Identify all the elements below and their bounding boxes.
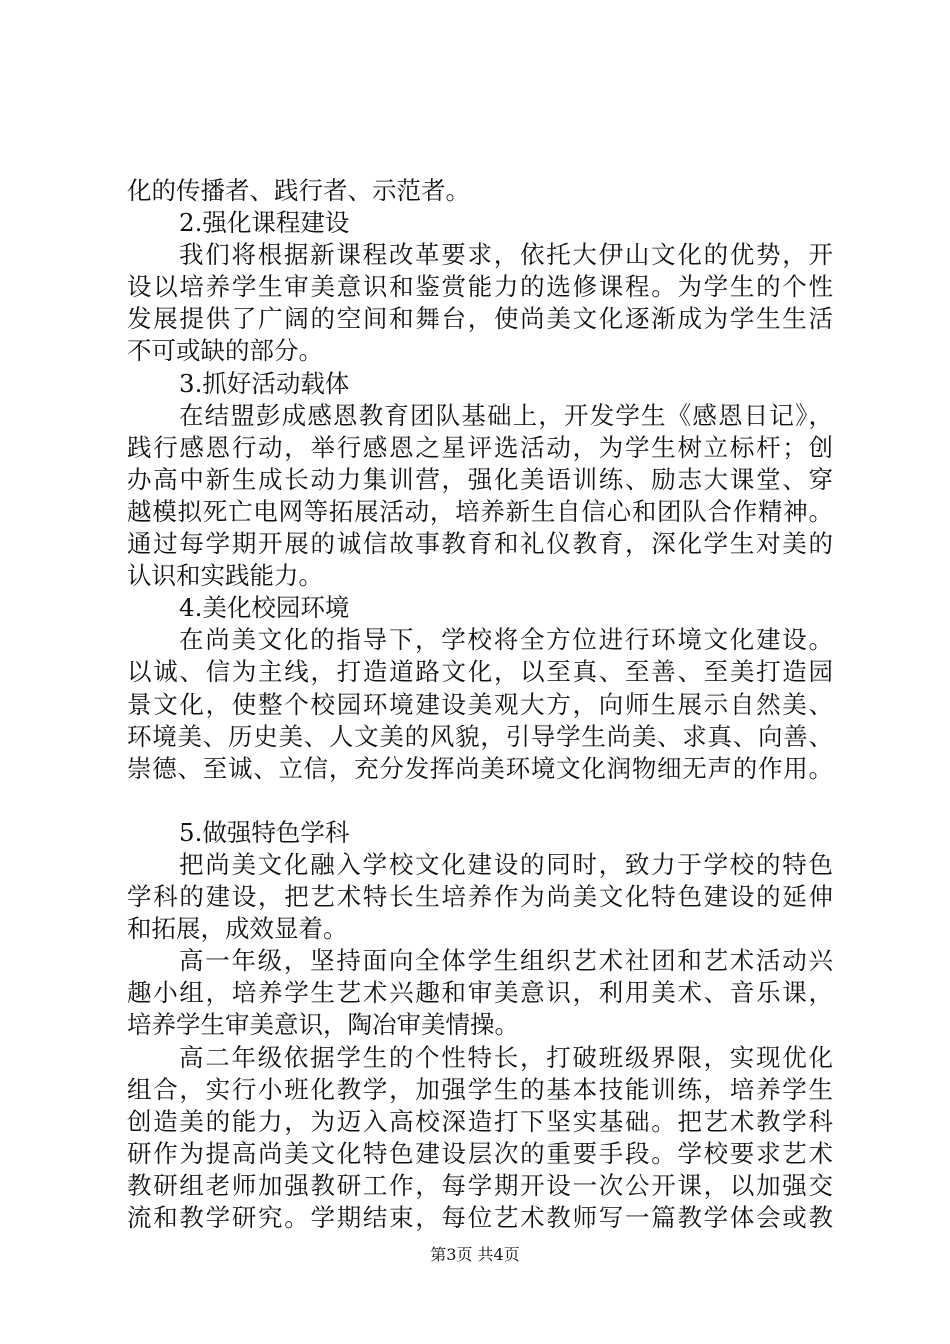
paragraph-line: 践行感恩行动，举行感恩之星评选活动，为学生树立标杆；创 — [127, 432, 833, 462]
paragraph-line: 设以培养学生审美意识和鉴赏能力的选修课程。为学生的个性 — [127, 272, 833, 302]
paragraph-line: 景文化，使整个校园环境建设美观大方，向师生展示自然美、 — [127, 689, 833, 719]
blank-line — [127, 785, 833, 817]
page-number-label: 第3页 共4页 — [430, 1245, 520, 1264]
paragraph-line: 不可或缺的部分。 — [127, 336, 323, 366]
paragraph-line: 流和教学研究。学期结束，每位艺术教师写一篇教学体会或教 — [127, 1203, 833, 1232]
paragraph-line: 学科的建设，把艺术特长生培养作为尚美文化特色建设的延伸 — [127, 882, 833, 912]
paragraph-line: 在尚美文化的指导下，学校将全方位进行环境文化建设。 — [179, 625, 833, 655]
paragraph-line: 研作为提高尚美文化特色建设层次的重要手段。学校要求艺术 — [127, 1138, 833, 1168]
paragraph-line: 在结盟彭成感恩教育团队基础上，开发学生《感恩日记》， — [179, 400, 833, 430]
paragraph-line: 崇德、至诚、立信，充分发挥尚美环境文化润物细无声的作用。 — [127, 753, 833, 783]
paragraph-line: 教研组老师加强教研工作，每学期开设一次公开课，以加强交 — [127, 1170, 833, 1200]
paragraph-line: 环境美、历史美、人文美的风貌，引导学生尚美、求真、向善、 — [127, 721, 833, 751]
paragraph-line: 组合，实行小班化教学，加强学生的基本技能训练，培养学生 — [127, 1074, 833, 1104]
document-body — [127, 175, 833, 1234]
paragraph-line: 和拓展，成效显着。 — [127, 914, 348, 944]
paragraph-line: 越模拟死亡电网等拓展活动，培养新生自信心和团队合作精神。 — [127, 496, 833, 526]
page-footer — [0, 1245, 950, 1265]
paragraph-line: 我们将根据新课程改革要求，依托大伊山文化的优势，开 — [179, 240, 833, 270]
paragraph-line: 化的传播者、践行者、示范者。 — [127, 176, 470, 205]
paragraph-line: 趣小组，培养学生艺术兴趣和审美意识，利用美术、音乐课， — [127, 978, 833, 1008]
section-heading: 3.抓好活动载体 — [179, 368, 350, 398]
paragraph-line: 通过每学期开展的诚信故事教育和礼仪教育，深化学生对美的 — [127, 529, 833, 559]
paragraph-line: 发展提供了广阔的空间和舞台，使尚美文化逐渐成为学生生活 — [127, 304, 833, 334]
paragraph-line: 创造美的能力，为迈入高校深造打下坚实基础。把艺术教学科 — [127, 1106, 833, 1136]
paragraph-line: 高二年级依据学生的个性特长，打破班级界限，实现优化 — [179, 1042, 833, 1072]
paragraph-line: 以诚、信为主线，打造道路文化，以至真、至善、至美打造园 — [127, 657, 833, 687]
paragraph-line: 把尚美文化融入学校文化建设的同时，致力于学校的特色 — [179, 849, 833, 879]
section-heading: 2.强化课程建设 — [179, 208, 350, 238]
paragraph-line: 培养学生审美意识，陶冶审美情操。 — [127, 1010, 519, 1040]
section-heading: 5.做强特色学科 — [179, 817, 350, 847]
paragraph-line: 办高中新生成长动力集训营，强化美语训练、励志大课堂、穿 — [127, 464, 833, 494]
paragraph-line: 认识和实践能力。 — [127, 561, 323, 591]
paragraph-line: 高一年级，坚持面向全体学生组织艺术社团和艺术活动兴 — [179, 946, 833, 976]
section-heading: 4.美化校园环境 — [179, 593, 350, 623]
